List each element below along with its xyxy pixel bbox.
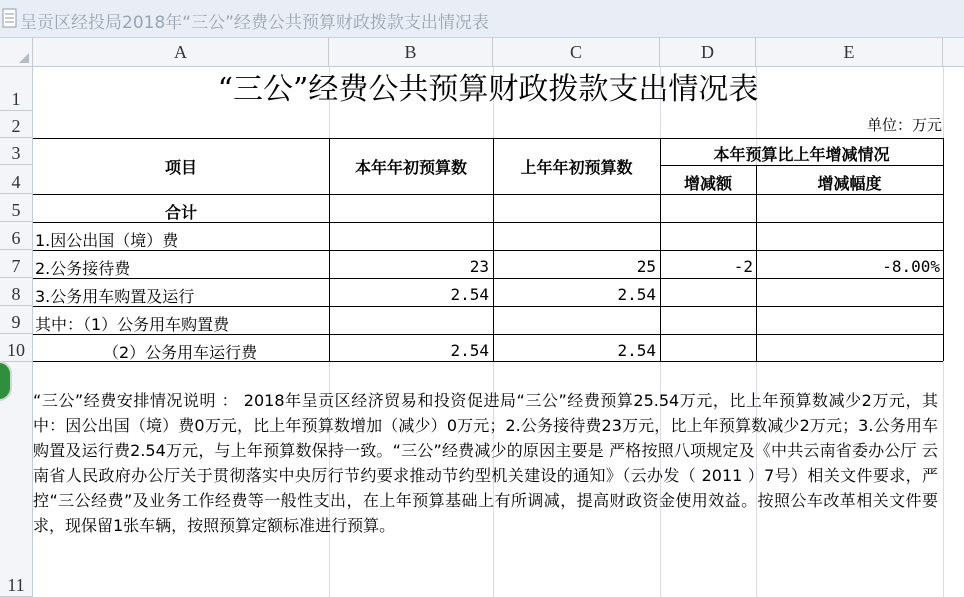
column-header-c[interactable]: C (493, 38, 660, 67)
table-border (33, 194, 943, 195)
table-border (943, 138, 944, 361)
row-label-vehicle-purchase[interactable]: 其中：（1）公务用车购置费 (35, 315, 230, 334)
explanation-note[interactable]: “三公”经费安排情况说明 ： 2018年呈贡区经济贸易和投资促进局“三公”经费预算25.54万元，比上年预算数减少2万元，其中：因公出国（境）费0万元，比上年预算数增加（减少）0万元；2.公务接待费23万元，比上年预算数减少2万元；3.公务用车购置及运行费2.54万元，与上年预算数保持一致。“三公”经费减少的原因主要是 严格按照八项规定及《中共云南省委办公厅 云南省人民政府办公厅关于贯彻落实中央厉行节约要求推动节约型机关建设的通知》（云办发（ 2011 ）7号）相关文件要求，严控“三公经费”及业务工作经费等一般性支出，在上年预算基础上有所调减，提高财政资金使用效益。按照公车改革相关文件要求，现保留1张车辆，按照预算定额标准进行预算。 (33, 391, 938, 535)
select-all-corner[interactable] (0, 38, 33, 67)
row-header-4[interactable]: 4 (0, 165, 33, 194)
column-header-empty (943, 38, 964, 67)
column-header-e[interactable]: E (756, 38, 943, 67)
row-header-9[interactable]: 9 (0, 306, 33, 334)
row-label-outbound[interactable]: 1.因公出国（境）费 (35, 231, 179, 250)
row-header-8[interactable]: 8 (0, 278, 33, 306)
header-current-budget[interactable]: 本年年初预算数 (354, 158, 467, 177)
vehicle-current[interactable]: 2.54 (450, 285, 489, 304)
total-row-label[interactable]: 合计 (164, 203, 197, 222)
row-label-reception[interactable]: 2.公务接待费 (35, 259, 131, 278)
row-header-3[interactable]: 3 (0, 138, 33, 165)
window-title-bar (0, 0, 964, 38)
column-header-a[interactable]: A (33, 38, 329, 67)
header-change-amount[interactable]: 增减额 (683, 174, 732, 193)
row-label-vehicle[interactable]: 3.公务用车购置及运行 (35, 287, 195, 306)
table-border (33, 138, 943, 139)
table-border (33, 278, 943, 279)
header-compare-group[interactable]: 本年预算比上年增减情况 (713, 145, 890, 164)
sheet-title[interactable]: “三公”经费公共预算财政拨款支出情况表 (217, 72, 759, 107)
window-title: 呈贡区经投局2018年“三公”经费公共预算财政拨款支出情况表 (20, 13, 489, 33)
row-header-2[interactable]: 2 (0, 111, 33, 138)
header-item[interactable]: 项目 (164, 158, 197, 177)
row-header-7[interactable]: 7 (0, 250, 33, 278)
column-header-d[interactable]: D (660, 38, 756, 67)
row-label-vehicle-operation[interactable]: （2）公务用车运行费 (103, 343, 258, 362)
column-header-b[interactable]: B (329, 38, 493, 67)
vehicle-operation-previous[interactable]: 2.54 (617, 341, 656, 360)
row-header-10[interactable]: 10 (0, 334, 33, 362)
reception-change[interactable]: -2 (733, 257, 753, 276)
row-header-6[interactable]: 6 (0, 222, 33, 250)
reception-rate[interactable]: -8.00% (882, 257, 940, 276)
vehicle-operation-current[interactable]: 2.54 (450, 341, 489, 360)
row-header-11[interactable]: 11 (0, 362, 33, 597)
vehicle-previous[interactable]: 2.54 (617, 285, 656, 304)
header-previous-budget[interactable]: 上年年初预算数 (520, 158, 633, 177)
reception-previous[interactable]: 25 (636, 257, 656, 276)
select-all-icon (19, 53, 29, 63)
reception-current[interactable]: 23 (469, 257, 489, 276)
table-border (660, 165, 943, 166)
unit-label[interactable]: 单位：万元 (866, 116, 942, 134)
row-header-5[interactable]: 5 (0, 194, 33, 222)
header-change-rate[interactable]: 增减幅度 (817, 174, 882, 193)
row-header-1[interactable]: 1 (0, 67, 33, 111)
document-icon (2, 8, 17, 28)
